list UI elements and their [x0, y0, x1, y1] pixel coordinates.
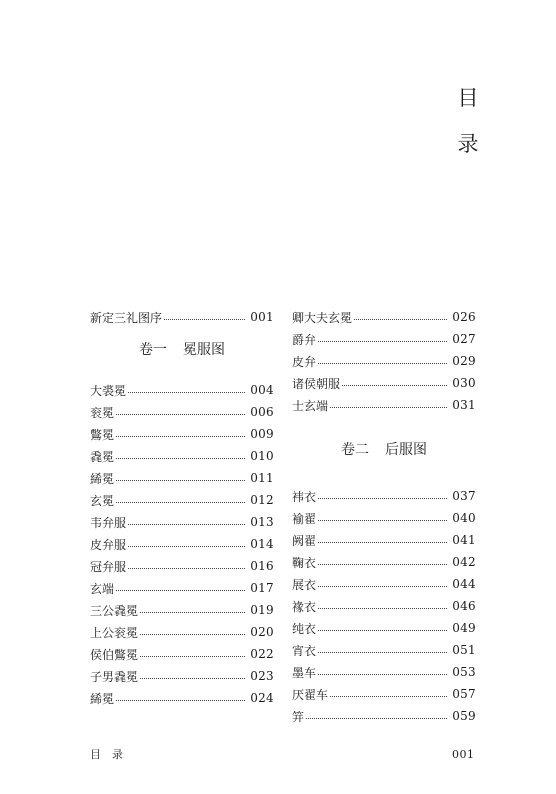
toc-entry[interactable]: [90, 665, 274, 687]
dot-leader: [116, 413, 245, 415]
toc-entry-title: 笄: [292, 709, 305, 724]
toc-entry-title: 毳冕: [90, 449, 115, 464]
toc-entry[interactable]: [292, 394, 476, 416]
dot-leader: [116, 589, 245, 591]
toc-entry-title: 韦弁服: [90, 515, 127, 530]
dot-leader: [128, 391, 245, 393]
toc-entry-page: 016: [250, 559, 274, 573]
toc-entry-page: 037: [452, 489, 476, 503]
toc-entry-page: 014: [250, 537, 274, 551]
toc-entry[interactable]: [292, 328, 476, 350]
toc-left-column: [90, 306, 274, 709]
toc-entry[interactable]: [90, 401, 274, 423]
dot-leader: [116, 457, 245, 459]
toc-entry-title: 玄端: [90, 581, 115, 596]
toc-entry-page: 053: [452, 665, 476, 679]
toc-entry-page: 027: [452, 332, 476, 346]
toc-entry-page: 001: [250, 310, 274, 324]
toc-entry-page: 010: [250, 449, 274, 463]
dot-leader: [318, 673, 447, 675]
dot-leader: [330, 695, 447, 697]
toc-entry[interactable]: [292, 705, 476, 727]
dot-leader: [128, 545, 245, 547]
section-name: 冕服图: [183, 342, 225, 358]
toc-entry[interactable]: [292, 573, 476, 595]
section-volume: 卷一: [139, 342, 167, 358]
page-title: [455, 88, 481, 180]
toc-entry-page: 009: [250, 427, 274, 441]
toc-entry-title: 袆衣: [292, 489, 317, 504]
toc-entry-title: 三公毳冕: [90, 603, 139, 618]
toc-entry-page: 019: [250, 603, 274, 617]
toc-entry-page: 013: [250, 515, 274, 529]
toc-entry-page: 026: [452, 310, 476, 324]
toc-entry-page: 046: [452, 599, 476, 613]
toc-entry-page: 029: [452, 354, 476, 368]
toc-entry-page: 024: [250, 691, 274, 705]
toc-entry-title: 侯伯鷩冕: [90, 647, 139, 662]
toc-entry[interactable]: [90, 489, 274, 511]
dot-leader: [140, 611, 245, 613]
toc-entry-title: 爵弁: [292, 332, 317, 347]
toc-entry[interactable]: [292, 529, 476, 551]
toc-entry-page: 040: [452, 511, 476, 525]
page-title-char: 目: [457, 86, 479, 110]
toc-entry[interactable]: [90, 423, 274, 445]
page-title-char: 录: [457, 132, 479, 156]
toc-entry-title: 墨车: [292, 665, 317, 680]
toc-entry-title: 宵衣: [292, 643, 317, 658]
toc-entry-page: 022: [250, 647, 274, 661]
toc-entry-page: 006: [250, 405, 274, 419]
footer-char: 目: [90, 748, 101, 761]
toc-entry[interactable]: [292, 639, 476, 661]
toc-entry-title: 卿大夫玄冕: [292, 310, 353, 325]
toc-entry-title: 皮弁服: [90, 537, 127, 552]
toc-entry-page: 030: [452, 376, 476, 390]
toc-entry[interactable]: [292, 485, 476, 507]
toc-entry[interactable]: [90, 445, 274, 467]
toc-entry-page: 012: [250, 493, 274, 507]
section-heading: [292, 441, 476, 459]
toc-entry-page: 023: [250, 669, 274, 683]
toc-entry-page: 051: [452, 643, 476, 657]
toc-entry[interactable]: [90, 555, 274, 577]
dot-leader: [318, 563, 447, 565]
running-footer: [90, 746, 123, 762]
dot-leader: [318, 607, 447, 609]
footer-char: 录: [112, 748, 123, 761]
toc-entry[interactable]: [90, 533, 274, 555]
toc-entry-title: 纯衣: [292, 621, 317, 636]
toc-entry-title: 鷩冕: [90, 427, 115, 442]
toc-entry-page: 044: [452, 577, 476, 591]
toc-entry-title: 絺冕: [90, 471, 115, 486]
dot-leader: [116, 435, 245, 437]
toc-entry[interactable]: [90, 467, 274, 489]
toc-entry-title: 士玄端: [292, 398, 329, 413]
toc-entry-title: 阙翟: [292, 533, 317, 548]
toc-entry-title: 冠弁服: [90, 559, 127, 574]
toc-entry-title: 上公衮冕: [90, 625, 139, 640]
dot-leader: [318, 651, 447, 653]
toc-entry[interactable]: [292, 661, 476, 683]
dot-leader: [330, 406, 447, 408]
toc-entry-page: 042: [452, 555, 476, 569]
toc-entry-title: 玄冕: [90, 493, 115, 508]
toc-entry[interactable]: [90, 511, 274, 533]
toc-entry-page: 057: [452, 687, 476, 701]
toc-entry[interactable]: [292, 595, 476, 617]
dot-leader: [318, 585, 447, 587]
toc-entry[interactable]: [292, 372, 476, 394]
toc-entry-title: 褕翟: [292, 511, 317, 526]
dot-leader: [318, 497, 447, 499]
toc-list: [292, 485, 476, 727]
toc-entry-title: 皮弁: [292, 354, 317, 369]
dot-leader: [318, 629, 447, 631]
toc-entry-page: 041: [452, 533, 476, 547]
dot-leader: [342, 384, 447, 386]
toc-entry[interactable]: [292, 350, 476, 372]
toc-entry[interactable]: [90, 621, 274, 643]
page-number: 001: [452, 748, 475, 761]
dot-leader: [164, 318, 245, 320]
dot-leader: [306, 717, 447, 719]
toc-entry[interactable]: [90, 379, 274, 401]
toc-entry[interactable]: [90, 687, 274, 709]
toc-entry-page: 004: [250, 383, 274, 397]
toc-entry[interactable]: [292, 507, 476, 529]
toc-entry-page: 011: [250, 471, 274, 485]
section-heading: [90, 341, 274, 359]
toc-entry[interactable]: [292, 617, 476, 639]
toc-entry-page: 017: [250, 581, 274, 595]
section-volume: 卷二: [341, 442, 369, 458]
dot-leader: [128, 523, 245, 525]
dot-leader: [318, 541, 447, 543]
dot-leader: [318, 362, 447, 364]
toc-entry[interactable]: [90, 599, 274, 621]
toc-entry[interactable]: [292, 306, 476, 328]
toc-entry[interactable]: [90, 643, 274, 665]
toc-entry-title: 大裘冕: [90, 383, 127, 398]
dot-leader: [140, 633, 245, 635]
toc-entry-page: 031: [452, 398, 476, 412]
toc-list: [292, 306, 476, 416]
toc-entry-title: 衮冕: [90, 405, 115, 420]
toc-entry-title: 诸侯朝服: [292, 376, 341, 391]
toc-entry-title: 絺冕: [90, 691, 115, 706]
toc-right-column: [292, 306, 476, 727]
toc-entry-title: 新定三礼图序: [90, 310, 163, 325]
toc-entry-title: 褖衣: [292, 599, 317, 614]
toc-entry[interactable]: [90, 577, 274, 599]
toc-entry-title: 鞠衣: [292, 555, 317, 570]
dot-leader: [140, 677, 245, 679]
dot-leader: [318, 340, 447, 342]
toc-entry[interactable]: [292, 683, 476, 705]
section-name: 后服图: [385, 442, 427, 458]
dot-leader: [318, 519, 447, 521]
toc-list: [90, 379, 274, 709]
toc-entry-title: 展衣: [292, 577, 317, 592]
toc-entry-title: 厌翟车: [292, 687, 329, 702]
dot-leader: [140, 655, 245, 657]
toc-entry-title: 子男毳冕: [90, 669, 139, 684]
toc-entry[interactable]: [292, 551, 476, 573]
dot-leader: [116, 479, 245, 481]
dot-leader: [128, 567, 245, 569]
dot-leader: [354, 318, 447, 320]
toc-entry-page: 059: [452, 709, 476, 723]
toc-entry-page: 020: [250, 625, 274, 639]
dot-leader: [116, 501, 245, 503]
dot-leader: [116, 699, 245, 701]
toc-entry-page: 049: [452, 621, 476, 635]
toc-entry[interactable]: [90, 306, 274, 328]
